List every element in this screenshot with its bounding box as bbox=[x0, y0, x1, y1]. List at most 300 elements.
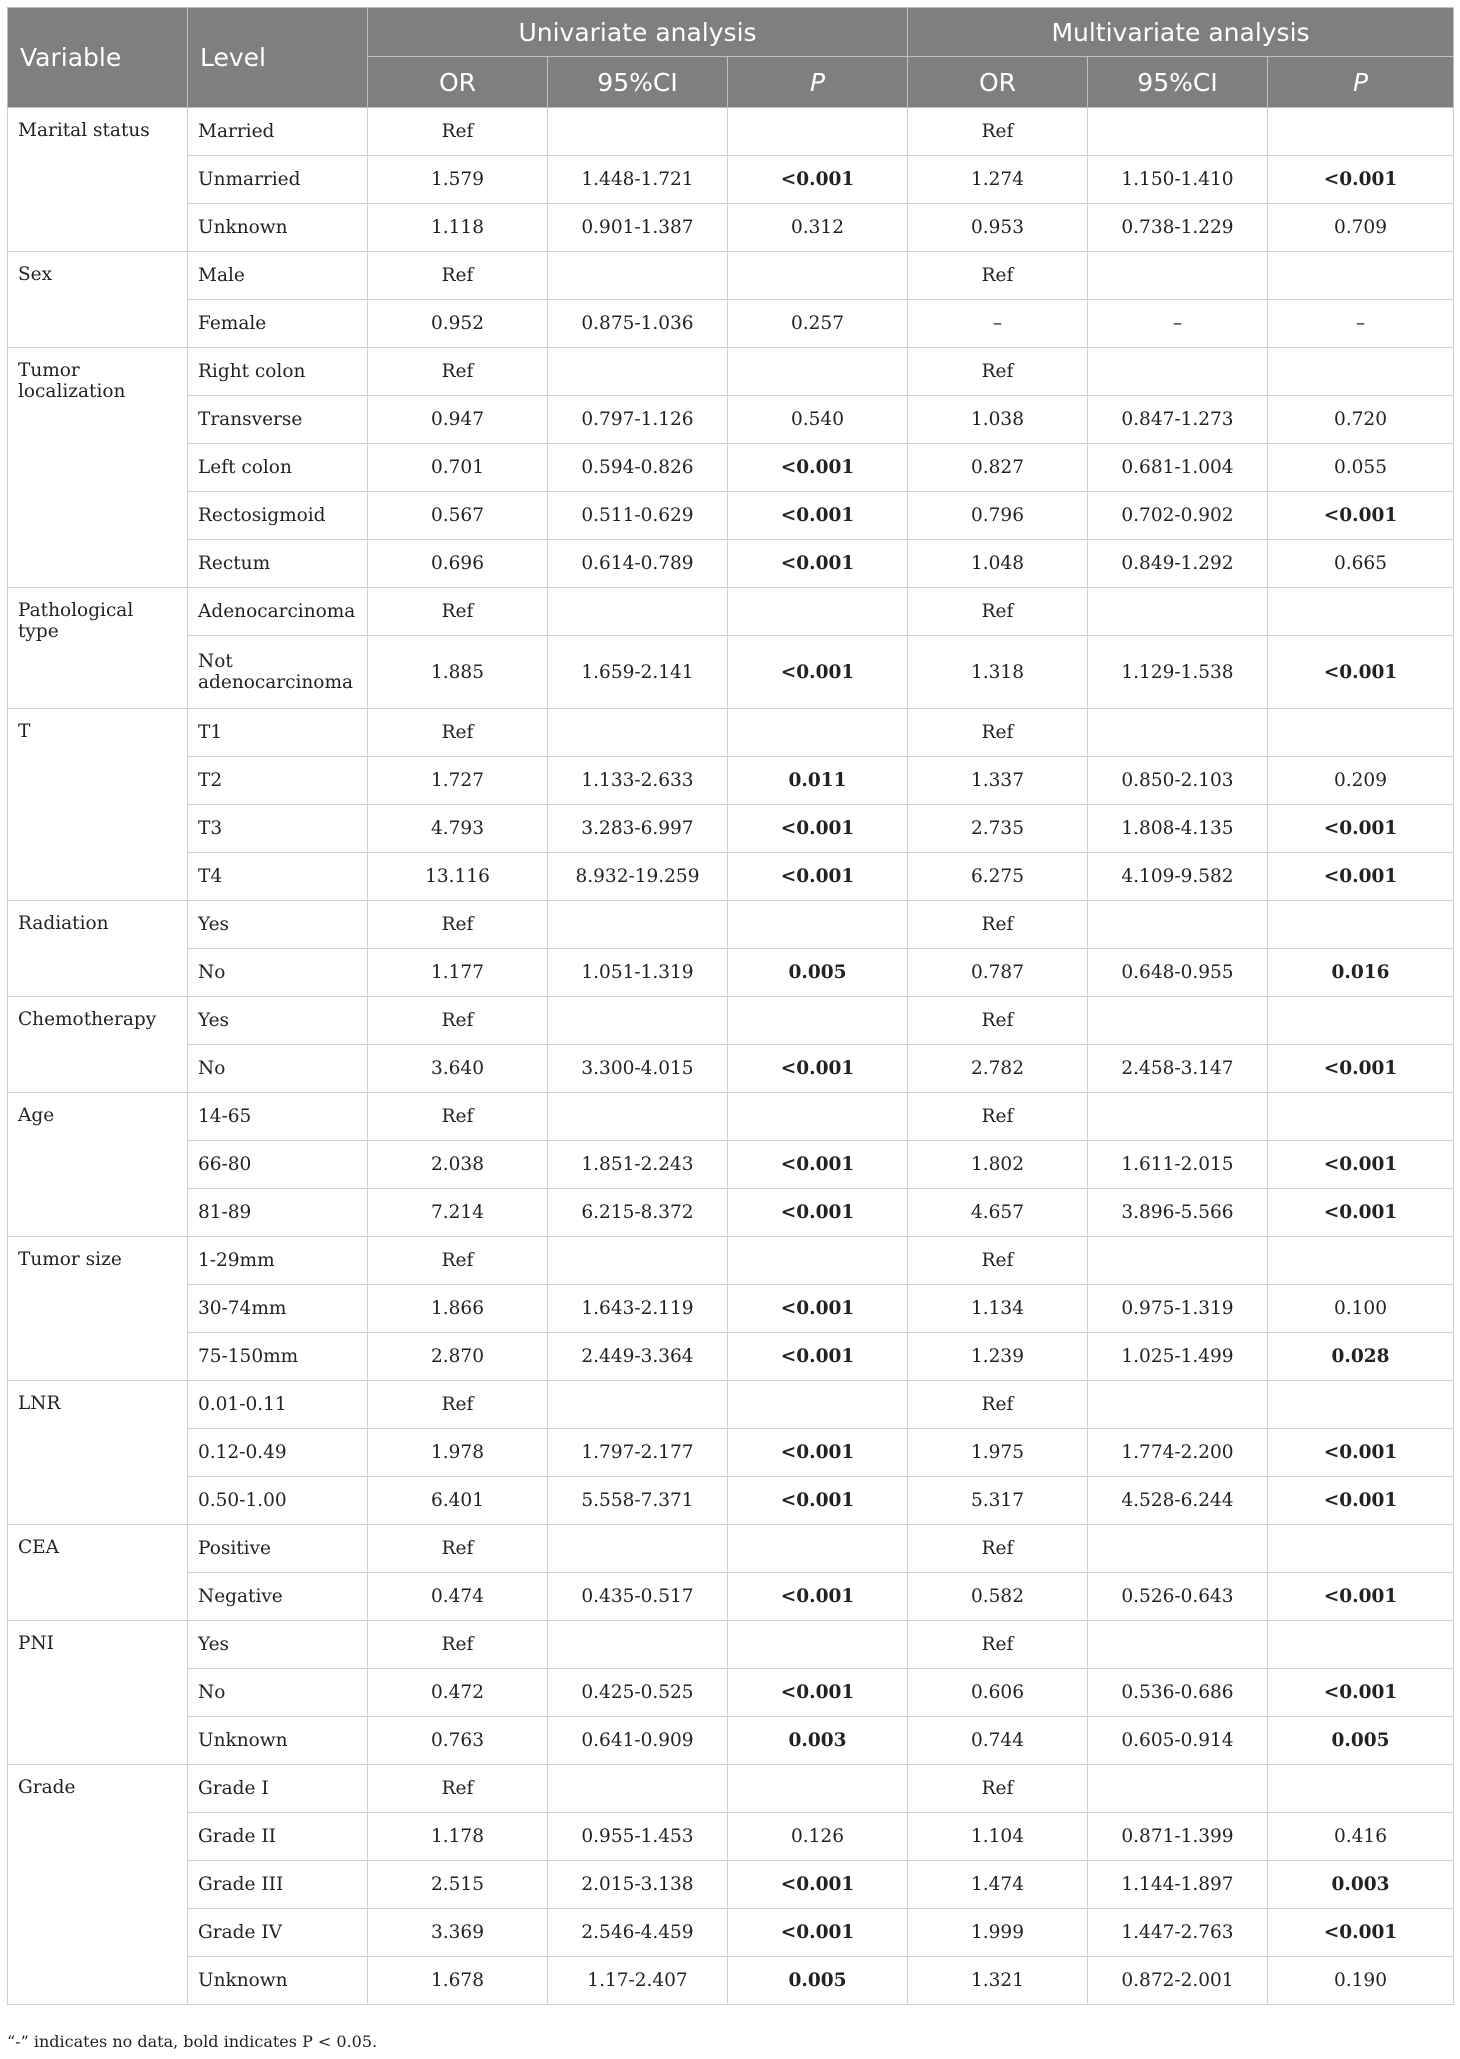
level-cell: Right colon bbox=[188, 348, 368, 396]
level-cell: 81-89 bbox=[188, 1189, 368, 1237]
level-cell: Yes bbox=[188, 901, 368, 949]
uni-p-cell: <0.001 bbox=[728, 1573, 908, 1621]
uni-or-cell: 0.947 bbox=[368, 396, 548, 444]
multi-or-cell: 1.474 bbox=[908, 1861, 1088, 1909]
uni-or-cell: Ref bbox=[368, 108, 548, 156]
multi-ci-cell: 1.129-1.538 bbox=[1088, 636, 1268, 709]
uni-p-cell: <0.001 bbox=[728, 1669, 908, 1717]
table-header bbox=[8, 8, 1454, 108]
regression-table bbox=[7, 7, 1454, 2005]
uni-p-cell: <0.001 bbox=[728, 1189, 908, 1237]
level-cell: Transverse bbox=[188, 396, 368, 444]
multi-ci-cell: 0.702-0.902 bbox=[1088, 492, 1268, 540]
header-variable: Variable bbox=[8, 8, 188, 108]
table-row bbox=[8, 396, 1454, 444]
multi-ci-cell: 3.896-5.566 bbox=[1088, 1189, 1268, 1237]
variable-cell: Radiation bbox=[8, 901, 188, 997]
multi-or-cell: 1.337 bbox=[908, 757, 1088, 805]
multi-ci-cell bbox=[1088, 1621, 1268, 1669]
table-row bbox=[8, 1861, 1454, 1909]
uni-or-cell: Ref bbox=[368, 901, 548, 949]
table-row bbox=[8, 1573, 1454, 1621]
uni-ci-cell bbox=[548, 1237, 728, 1285]
uni-ci-cell: 0.955-1.453 bbox=[548, 1813, 728, 1861]
uni-ci-cell bbox=[548, 1525, 728, 1573]
multi-ci-cell: 1.025-1.499 bbox=[1088, 1333, 1268, 1381]
table-row bbox=[8, 1333, 1454, 1381]
uni-ci-cell: 2.546-4.459 bbox=[548, 1909, 728, 1957]
uni-p-cell: <0.001 bbox=[728, 805, 908, 853]
level-cell: 14-65 bbox=[188, 1093, 368, 1141]
level-cell: No bbox=[188, 1669, 368, 1717]
table-row bbox=[8, 805, 1454, 853]
uni-or-cell: 1.978 bbox=[368, 1429, 548, 1477]
multi-p-cell: <0.001 bbox=[1268, 1669, 1454, 1717]
table-row bbox=[8, 901, 1454, 949]
level-cell: Rectum bbox=[188, 540, 368, 588]
variable-cell: Tumor size bbox=[8, 1237, 188, 1381]
uni-p-cell: 0.005 bbox=[728, 1957, 908, 2005]
uni-p-cell bbox=[728, 1237, 908, 1285]
uni-or-cell: Ref bbox=[368, 1765, 548, 1813]
table-row bbox=[8, 300, 1454, 348]
variable-cell: CEA bbox=[8, 1525, 188, 1621]
uni-p-cell bbox=[728, 709, 908, 757]
uni-or-cell: Ref bbox=[368, 1381, 548, 1429]
multi-p-cell: <0.001 bbox=[1268, 636, 1454, 709]
header-multi-or: OR bbox=[908, 57, 1088, 108]
multi-or-cell: 4.657 bbox=[908, 1189, 1088, 1237]
level-cell: Yes bbox=[188, 1621, 368, 1669]
table-row bbox=[8, 492, 1454, 540]
uni-p-cell bbox=[728, 1525, 908, 1573]
uni-ci-cell bbox=[548, 252, 728, 300]
uni-ci-cell: 0.901-1.387 bbox=[548, 204, 728, 252]
multi-p-cell bbox=[1268, 348, 1454, 396]
uni-or-cell: 0.474 bbox=[368, 1573, 548, 1621]
level-cell: Female bbox=[188, 300, 368, 348]
table-row bbox=[8, 444, 1454, 492]
uni-p-cell: <0.001 bbox=[728, 853, 908, 901]
multi-ci-cell bbox=[1088, 1237, 1268, 1285]
variable-cell: Tumor localization bbox=[8, 348, 188, 588]
multi-p-cell bbox=[1268, 252, 1454, 300]
table-row bbox=[8, 588, 1454, 636]
multi-or-cell: Ref bbox=[908, 348, 1088, 396]
level-cell: No bbox=[188, 1045, 368, 1093]
uni-ci-cell: 1.659-2.141 bbox=[548, 636, 728, 709]
multi-or-cell: 1.239 bbox=[908, 1333, 1088, 1381]
multi-or-cell: 1.134 bbox=[908, 1285, 1088, 1333]
level-cell: Left colon bbox=[188, 444, 368, 492]
uni-or-cell: 0.763 bbox=[368, 1717, 548, 1765]
header-level: Level bbox=[188, 8, 368, 108]
uni-p-cell: 0.005 bbox=[728, 949, 908, 997]
uni-or-cell: 1.579 bbox=[368, 156, 548, 204]
multi-ci-cell: 0.850-2.103 bbox=[1088, 757, 1268, 805]
uni-p-cell bbox=[728, 108, 908, 156]
uni-ci-cell: 0.594-0.826 bbox=[548, 444, 728, 492]
variable-cell: Pathological type bbox=[8, 588, 188, 709]
uni-or-cell: 1.885 bbox=[368, 636, 548, 709]
multi-p-cell: 0.028 bbox=[1268, 1333, 1454, 1381]
level-cell: T1 bbox=[188, 709, 368, 757]
multi-or-cell: 6.275 bbox=[908, 853, 1088, 901]
uni-or-cell: 0.701 bbox=[368, 444, 548, 492]
level-cell: Male bbox=[188, 252, 368, 300]
table-body bbox=[8, 108, 1454, 2005]
multi-or-cell: 0.827 bbox=[908, 444, 1088, 492]
table-row bbox=[8, 1429, 1454, 1477]
uni-ci-cell: 0.511-0.629 bbox=[548, 492, 728, 540]
multi-ci-cell: 0.738-1.229 bbox=[1088, 204, 1268, 252]
uni-or-cell: Ref bbox=[368, 997, 548, 1045]
uni-p-cell: <0.001 bbox=[728, 492, 908, 540]
multi-p-cell: 0.055 bbox=[1268, 444, 1454, 492]
uni-or-cell: 6.401 bbox=[368, 1477, 548, 1525]
table-row bbox=[8, 1237, 1454, 1285]
uni-p-cell: 0.011 bbox=[728, 757, 908, 805]
table-row bbox=[8, 1477, 1454, 1525]
uni-or-cell: 0.567 bbox=[368, 492, 548, 540]
multi-or-cell: 2.735 bbox=[908, 805, 1088, 853]
multi-or-cell: 0.744 bbox=[908, 1717, 1088, 1765]
uni-or-cell: Ref bbox=[368, 1525, 548, 1573]
uni-p-cell: <0.001 bbox=[728, 156, 908, 204]
uni-p-cell: 0.126 bbox=[728, 1813, 908, 1861]
multi-or-cell: Ref bbox=[908, 1765, 1088, 1813]
uni-ci-cell: 1.448-1.721 bbox=[548, 156, 728, 204]
multi-ci-cell: 0.536-0.686 bbox=[1088, 1669, 1268, 1717]
multi-ci-cell: 0.872-2.001 bbox=[1088, 1957, 1268, 2005]
multi-or-cell: 0.953 bbox=[908, 204, 1088, 252]
uni-ci-cell: 0.425-0.525 bbox=[548, 1669, 728, 1717]
uni-or-cell: Ref bbox=[368, 348, 548, 396]
multi-p-cell: 0.016 bbox=[1268, 949, 1454, 997]
uni-ci-cell bbox=[548, 348, 728, 396]
multi-p-cell bbox=[1268, 588, 1454, 636]
uni-or-cell: 1.177 bbox=[368, 949, 548, 997]
table-row bbox=[8, 1765, 1454, 1813]
multi-p-cell bbox=[1268, 1621, 1454, 1669]
table-row bbox=[8, 1813, 1454, 1861]
variable-cell: Chemotherapy bbox=[8, 997, 188, 1093]
multi-or-cell: 5.317 bbox=[908, 1477, 1088, 1525]
uni-p-cell: 0.257 bbox=[728, 300, 908, 348]
uni-ci-cell: 1.797-2.177 bbox=[548, 1429, 728, 1477]
table-row bbox=[8, 757, 1454, 805]
uni-or-cell: 0.952 bbox=[368, 300, 548, 348]
uni-p-cell bbox=[728, 1621, 908, 1669]
uni-or-cell: Ref bbox=[368, 252, 548, 300]
uni-ci-cell bbox=[548, 1621, 728, 1669]
uni-p-cell: <0.001 bbox=[728, 1909, 908, 1957]
multi-ci-cell: 0.847-1.273 bbox=[1088, 396, 1268, 444]
multi-or-cell: 2.782 bbox=[908, 1045, 1088, 1093]
table-row bbox=[8, 108, 1454, 156]
table-row bbox=[8, 540, 1454, 588]
level-cell: Adenocarcinoma bbox=[188, 588, 368, 636]
uni-ci-cell: 8.932-19.259 bbox=[548, 853, 728, 901]
multi-p-cell: – bbox=[1268, 300, 1454, 348]
level-cell: Positive bbox=[188, 1525, 368, 1573]
table-row bbox=[8, 1141, 1454, 1189]
multi-or-cell: Ref bbox=[908, 997, 1088, 1045]
uni-ci-cell bbox=[548, 1381, 728, 1429]
multi-p-cell: <0.001 bbox=[1268, 805, 1454, 853]
multi-or-cell: 1.999 bbox=[908, 1909, 1088, 1957]
level-cell: Grade II bbox=[188, 1813, 368, 1861]
multi-p-cell: 0.720 bbox=[1268, 396, 1454, 444]
uni-ci-cell: 2.015-3.138 bbox=[548, 1861, 728, 1909]
multi-ci-cell bbox=[1088, 252, 1268, 300]
multi-p-cell bbox=[1268, 1237, 1454, 1285]
uni-or-cell: Ref bbox=[368, 1621, 548, 1669]
table-row bbox=[8, 1285, 1454, 1333]
multi-or-cell: – bbox=[908, 300, 1088, 348]
table-row bbox=[8, 1717, 1454, 1765]
table-row bbox=[8, 1093, 1454, 1141]
variable-cell: Marital status bbox=[8, 108, 188, 252]
uni-or-cell: Ref bbox=[368, 588, 548, 636]
level-cell: T2 bbox=[188, 757, 368, 805]
uni-or-cell: 1.118 bbox=[368, 204, 548, 252]
multi-ci-cell: 1.144-1.897 bbox=[1088, 1861, 1268, 1909]
uni-ci-cell bbox=[548, 997, 728, 1045]
uni-or-cell: 1.178 bbox=[368, 1813, 548, 1861]
multi-p-cell bbox=[1268, 108, 1454, 156]
multi-p-cell: <0.001 bbox=[1268, 1909, 1454, 1957]
uni-p-cell bbox=[728, 901, 908, 949]
table-row bbox=[8, 204, 1454, 252]
multi-or-cell: 1.802 bbox=[908, 1141, 1088, 1189]
multi-ci-cell: 1.808-4.135 bbox=[1088, 805, 1268, 853]
level-cell: Rectosigmoid bbox=[188, 492, 368, 540]
uni-p-cell bbox=[728, 997, 908, 1045]
multi-ci-cell: 0.871-1.399 bbox=[1088, 1813, 1268, 1861]
uni-ci-cell: 1.643-2.119 bbox=[548, 1285, 728, 1333]
table-row bbox=[8, 853, 1454, 901]
uni-ci-cell: 1.17-2.407 bbox=[548, 1957, 728, 2005]
level-cell: 0.50-1.00 bbox=[188, 1477, 368, 1525]
multi-p-cell: <0.001 bbox=[1268, 853, 1454, 901]
uni-ci-cell: 5.558-7.371 bbox=[548, 1477, 728, 1525]
multi-or-cell: 1.274 bbox=[908, 156, 1088, 204]
level-cell: Unknown bbox=[188, 1717, 368, 1765]
header-univariate: Univariate analysis bbox=[368, 8, 908, 57]
uni-ci-cell: 1.133-2.633 bbox=[548, 757, 728, 805]
header-uni-p: P bbox=[728, 57, 908, 108]
uni-ci-cell: 1.851-2.243 bbox=[548, 1141, 728, 1189]
multi-or-cell: Ref bbox=[908, 1525, 1088, 1573]
uni-p-cell bbox=[728, 1381, 908, 1429]
table-row bbox=[8, 997, 1454, 1045]
multi-or-cell: 1.321 bbox=[908, 1957, 1088, 2005]
level-cell: Grade I bbox=[188, 1765, 368, 1813]
variable-cell: T bbox=[8, 709, 188, 901]
multi-or-cell: 1.104 bbox=[908, 1813, 1088, 1861]
multi-p-cell bbox=[1268, 709, 1454, 757]
uni-p-cell bbox=[728, 1765, 908, 1813]
header-uni-or: OR bbox=[368, 57, 548, 108]
uni-ci-cell: 0.875-1.036 bbox=[548, 300, 728, 348]
multi-ci-cell: 4.109-9.582 bbox=[1088, 853, 1268, 901]
multi-or-cell: 1.318 bbox=[908, 636, 1088, 709]
uni-or-cell: 4.793 bbox=[368, 805, 548, 853]
table-row bbox=[8, 156, 1454, 204]
header-uni-ci: 95%CI bbox=[548, 57, 728, 108]
multi-p-cell: <0.001 bbox=[1268, 1477, 1454, 1525]
uni-ci-cell bbox=[548, 108, 728, 156]
table-row bbox=[8, 1045, 1454, 1093]
multi-or-cell: 0.606 bbox=[908, 1669, 1088, 1717]
multi-ci-cell: 0.849-1.292 bbox=[1088, 540, 1268, 588]
table-footnote: “-” indicates no data, bold indicates P < 0.05. bbox=[7, 2032, 378, 2051]
level-cell: 0.01-0.11 bbox=[188, 1381, 368, 1429]
header-multivariate: Multivariate analysis bbox=[908, 8, 1454, 57]
multi-p-cell: 0.190 bbox=[1268, 1957, 1454, 2005]
uni-p-cell: 0.003 bbox=[728, 1717, 908, 1765]
uni-p-cell: <0.001 bbox=[728, 1141, 908, 1189]
uni-p-cell: <0.001 bbox=[728, 1045, 908, 1093]
variable-cell: Sex bbox=[8, 252, 188, 348]
uni-or-cell: Ref bbox=[368, 1237, 548, 1285]
uni-or-cell: 13.116 bbox=[368, 853, 548, 901]
multi-ci-cell bbox=[1088, 709, 1268, 757]
uni-or-cell: 7.214 bbox=[368, 1189, 548, 1237]
uni-p-cell bbox=[728, 348, 908, 396]
level-cell: No bbox=[188, 949, 368, 997]
multi-or-cell: 0.582 bbox=[908, 1573, 1088, 1621]
level-cell: 75-150mm bbox=[188, 1333, 368, 1381]
level-cell: 66-80 bbox=[188, 1141, 368, 1189]
multi-ci-cell: 0.681-1.004 bbox=[1088, 444, 1268, 492]
uni-p-cell bbox=[728, 588, 908, 636]
multi-ci-cell: 0.975-1.319 bbox=[1088, 1285, 1268, 1333]
uni-or-cell: 0.472 bbox=[368, 1669, 548, 1717]
uni-ci-cell: 6.215-8.372 bbox=[548, 1189, 728, 1237]
multi-p-cell: <0.001 bbox=[1268, 1141, 1454, 1189]
header-multi-ci: 95%CI bbox=[1088, 57, 1268, 108]
level-cell: Unknown bbox=[188, 204, 368, 252]
uni-p-cell: 0.312 bbox=[728, 204, 908, 252]
uni-ci-cell: 0.614-0.789 bbox=[548, 540, 728, 588]
level-cell: Negative bbox=[188, 1573, 368, 1621]
uni-or-cell: 0.696 bbox=[368, 540, 548, 588]
uni-ci-cell bbox=[548, 588, 728, 636]
multi-p-cell: 0.005 bbox=[1268, 1717, 1454, 1765]
level-cell: Grade IV bbox=[188, 1909, 368, 1957]
uni-or-cell: Ref bbox=[368, 709, 548, 757]
level-cell: Unknown bbox=[188, 1957, 368, 2005]
multi-ci-cell: 1.150-1.410 bbox=[1088, 156, 1268, 204]
uni-ci-cell: 0.641-0.909 bbox=[548, 1717, 728, 1765]
header-multi-p: P bbox=[1268, 57, 1454, 108]
uni-ci-cell: 0.435-0.517 bbox=[548, 1573, 728, 1621]
multi-p-cell bbox=[1268, 1093, 1454, 1141]
table-row bbox=[8, 1909, 1454, 1957]
level-cell: Yes bbox=[188, 997, 368, 1045]
uni-ci-cell: 3.300-4.015 bbox=[548, 1045, 728, 1093]
multi-ci-cell bbox=[1088, 1765, 1268, 1813]
multi-or-cell: 1.048 bbox=[908, 540, 1088, 588]
multi-or-cell: Ref bbox=[908, 108, 1088, 156]
level-cell: T3 bbox=[188, 805, 368, 853]
multi-ci-cell: 1.774-2.200 bbox=[1088, 1429, 1268, 1477]
multi-p-cell bbox=[1268, 1381, 1454, 1429]
multi-p-cell bbox=[1268, 997, 1454, 1045]
multi-p-cell bbox=[1268, 1765, 1454, 1813]
multi-ci-cell: 1.611-2.015 bbox=[1088, 1141, 1268, 1189]
multi-or-cell: Ref bbox=[908, 252, 1088, 300]
multi-p-cell: 0.209 bbox=[1268, 757, 1454, 805]
uni-p-cell: <0.001 bbox=[728, 1429, 908, 1477]
multi-p-cell: 0.100 bbox=[1268, 1285, 1454, 1333]
multi-or-cell: Ref bbox=[908, 1381, 1088, 1429]
uni-ci-cell bbox=[548, 1093, 728, 1141]
variable-cell: Age bbox=[8, 1093, 188, 1237]
level-cell: T4 bbox=[188, 853, 368, 901]
uni-p-cell: <0.001 bbox=[728, 1333, 908, 1381]
uni-or-cell: 3.369 bbox=[368, 1909, 548, 1957]
multi-p-cell: 0.665 bbox=[1268, 540, 1454, 588]
uni-p-cell: <0.001 bbox=[728, 1477, 908, 1525]
table-row bbox=[8, 949, 1454, 997]
variable-cell: Grade bbox=[8, 1765, 188, 2005]
multi-or-cell: Ref bbox=[908, 709, 1088, 757]
uni-ci-cell bbox=[548, 901, 728, 949]
multi-or-cell: Ref bbox=[908, 901, 1088, 949]
level-cell: Not adenocarcinoma bbox=[188, 636, 368, 709]
table-row bbox=[8, 636, 1454, 709]
multi-ci-cell: 0.526-0.643 bbox=[1088, 1573, 1268, 1621]
table-row bbox=[8, 348, 1454, 396]
multi-ci-cell: 4.528-6.244 bbox=[1088, 1477, 1268, 1525]
uni-ci-cell: 3.283-6.997 bbox=[548, 805, 728, 853]
multi-p-cell: <0.001 bbox=[1268, 156, 1454, 204]
uni-or-cell: Ref bbox=[368, 1093, 548, 1141]
multi-ci-cell bbox=[1088, 1093, 1268, 1141]
multi-p-cell bbox=[1268, 901, 1454, 949]
table-row bbox=[8, 1669, 1454, 1717]
uni-or-cell: 1.866 bbox=[368, 1285, 548, 1333]
table-row bbox=[8, 1381, 1454, 1429]
uni-p-cell: <0.001 bbox=[728, 1861, 908, 1909]
multi-ci-cell bbox=[1088, 1525, 1268, 1573]
multi-or-cell: Ref bbox=[908, 1621, 1088, 1669]
multi-or-cell: 1.038 bbox=[908, 396, 1088, 444]
multi-p-cell: <0.001 bbox=[1268, 1045, 1454, 1093]
variable-cell: PNI bbox=[8, 1621, 188, 1765]
uni-p-cell: <0.001 bbox=[728, 636, 908, 709]
level-cell: Unmarried bbox=[188, 156, 368, 204]
level-cell: 0.12-0.49 bbox=[188, 1429, 368, 1477]
uni-or-cell: 3.640 bbox=[368, 1045, 548, 1093]
multi-ci-cell: 0.648-0.955 bbox=[1088, 949, 1268, 997]
table-row bbox=[8, 1621, 1454, 1669]
results-table-container bbox=[7, 7, 1453, 2005]
table-row bbox=[8, 709, 1454, 757]
uni-ci-cell bbox=[548, 709, 728, 757]
multi-ci-cell bbox=[1088, 588, 1268, 636]
uni-or-cell: 1.678 bbox=[368, 1957, 548, 2005]
uni-p-cell: <0.001 bbox=[728, 1285, 908, 1333]
multi-p-cell: <0.001 bbox=[1268, 1189, 1454, 1237]
uni-ci-cell bbox=[548, 1765, 728, 1813]
table-row bbox=[8, 1525, 1454, 1573]
multi-ci-cell bbox=[1088, 901, 1268, 949]
multi-ci-cell bbox=[1088, 348, 1268, 396]
